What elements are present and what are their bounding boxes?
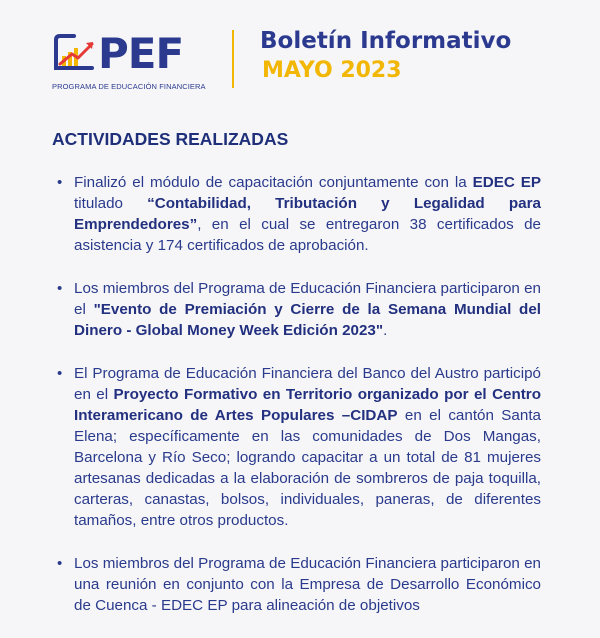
bullet-icon: • — [57, 280, 63, 297]
item-text: en el cantón Santa Elena; específicamente en las comunidades de Dos Mangas, Barcelona y Río Seco; logrando capacitar a un total de 81 mujeres artesanas dedicadas a la elaboración de sombreros de paja toquilla, carteras, canastas, bolsos, individuales, paneras, de diferentes tamaños, entre otros productos. — [74, 407, 541, 529]
activities-list — [57, 172, 541, 638]
header-divider — [232, 30, 234, 88]
logo-text: PEF — [98, 29, 184, 78]
item-text: . — [383, 322, 388, 339]
item-bold-text: Proyecto Formativo en Territorio organizado por el Centro Interamericano de Artes Populares –CIDAP — [74, 386, 541, 424]
item-text: Los miembros del Programa de Educación Financiera participaron en el — [74, 280, 541, 318]
item-text: Los miembros del Programa de Educación Financiera participaron en una reunión en conjunto con la Empresa de Desarrollo Económico de Cuenca - EDEC EP para alineación de objetivos — [74, 555, 541, 614]
growth-chart-logo-icon — [52, 34, 96, 74]
item-bold-text: "Evento de Premiación y Cierre de la Semana Mundial del Dinero - Global Money Week Edición 2023" — [74, 301, 542, 339]
bulletin-date: MAYO 2023 — [262, 58, 402, 83]
item-bold-text: EDEC EP — [472, 174, 541, 191]
list-item — [57, 363, 541, 531]
item-text: titulado — [74, 195, 148, 212]
pef-logo — [52, 29, 206, 94]
item-text: El Programa de Educación Financiera del Banco del Austro participó en el — [74, 365, 541, 403]
logo-subtitle: PROGRAMA DE EDUCACIÓN FINANCIERA — [52, 82, 206, 91]
section-title: ACTIVIDADES REALIZADAS — [52, 129, 289, 149]
item-text: , en el cual se entregaron 38 certificados de asistencia y 174 certificados de aprobación. — [74, 216, 541, 254]
list-item — [57, 553, 541, 616]
bullet-icon: • — [57, 365, 63, 382]
header — [0, 0, 600, 110]
list-item — [57, 172, 541, 256]
list-item — [57, 278, 541, 341]
bullet-icon: • — [57, 174, 63, 191]
item-bold-text: “Contabilidad, Tributación y Legalidad para Emprendedores” — [74, 195, 541, 233]
bulletin-title: Boletín Informativo — [260, 28, 512, 54]
item-text: Finalizó el módulo de capacitación conjuntamente con la — [74, 174, 473, 191]
bullet-icon: • — [57, 555, 63, 572]
